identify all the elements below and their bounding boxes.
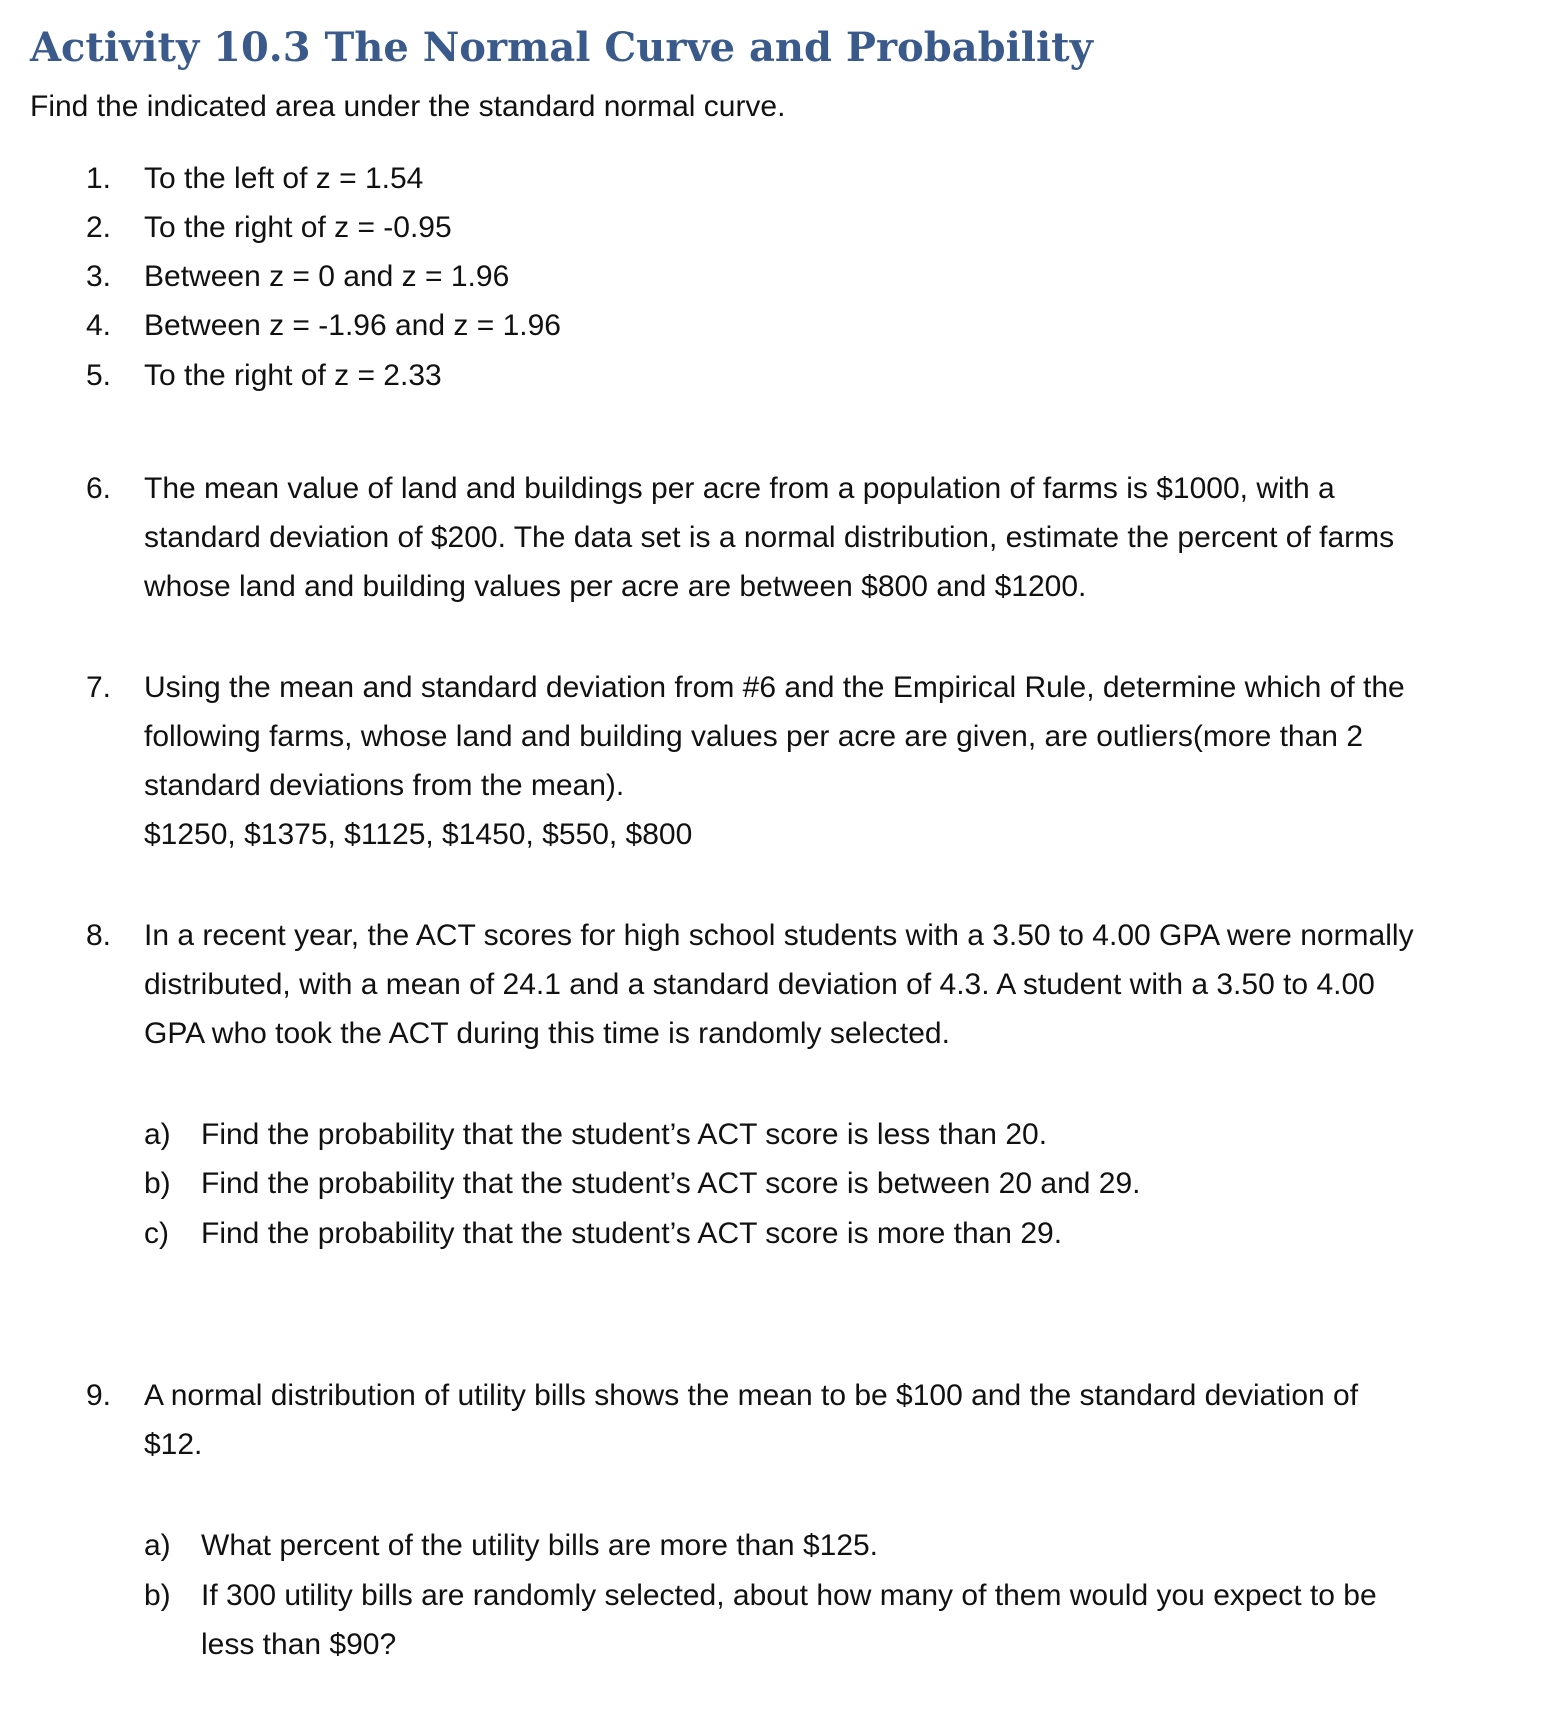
question-1 <box>0 154 1560 203</box>
text-line: If 300 utility bills are randomly selected, about how many of them would you expect to be <box>201 1579 1377 1612</box>
question-number: 1. <box>86 162 112 195</box>
question-9 <box>0 1371 1560 1471</box>
text-line: In a recent year, the ACT scores for high school students with a 3.50 to 4.00 GPA were normally <box>144 919 1414 952</box>
text-line: A normal distribution of utility bills shows the mean to be $100 and the standard deviation of <box>144 1379 1359 1412</box>
question-6 <box>0 464 1560 614</box>
text-line: The mean value of land and buildings per acre from a population of farms is $1000, with a <box>144 472 1335 505</box>
part-text: Find the probability that the student’s ACT score is less than 20. <box>201 1118 1048 1151</box>
question-text <box>144 1371 1544 1469</box>
text-line: less than $90? <box>201 1628 397 1661</box>
question-number: 2. <box>86 211 112 244</box>
part-text: Find the probability that the student’s ACT score is between 20 and 29. <box>201 1167 1141 1200</box>
text-line: whose land and building values per acre are between $800 and $1200. <box>144 570 1087 603</box>
question-9-part-a <box>0 1521 1560 1570</box>
question-number: 4. <box>86 309 112 342</box>
part-text: Find the probability that the student’s ACT score is more than 29. <box>201 1217 1063 1250</box>
part-letter: b) <box>144 1579 171 1612</box>
text-line: standard deviations from the mean). <box>144 769 625 802</box>
text-line: GPA who took the ACT during this time is randomly selected. <box>144 1017 950 1050</box>
question-8-part-c <box>0 1209 1560 1258</box>
question-text <box>144 464 1544 611</box>
instructions: Find the indicated area under the standard normal curve. <box>30 90 786 123</box>
part-text <box>201 1521 1541 1570</box>
question-number: 3. <box>86 260 112 293</box>
question-number: 5. <box>86 359 112 392</box>
part-text <box>201 1571 1541 1669</box>
text-line: following farms, whose land and building values per acre are given, are outliers(more than 2 <box>144 720 1363 753</box>
question-7 <box>0 663 1560 863</box>
question-number: 7. <box>86 671 112 704</box>
text-line: distributed, with a mean of 24.1 and a standard deviation of 4.3. A student with a 3.50 to 4.00 <box>144 968 1375 1001</box>
question-text <box>144 911 1544 1058</box>
question-text: To the right of z = 2.33 <box>144 359 442 392</box>
question-9-part-b <box>0 1571 1560 1671</box>
question-8-part-a <box>0 1110 1560 1159</box>
question-5 <box>0 351 1560 400</box>
question-text: To the right of z = -0.95 <box>144 211 452 244</box>
question-8 <box>0 911 1560 1061</box>
question-text: Between z = 0 and z = 1.96 <box>144 260 510 293</box>
page-title: Activity 10.3 The Normal Curve and Probability <box>30 24 1093 71</box>
part-letter: a) <box>144 1118 171 1151</box>
question-text: To the left of z = 1.54 <box>144 162 424 195</box>
question-number: 9. <box>86 1379 112 1412</box>
question-8-part-b <box>0 1159 1560 1208</box>
question-text <box>144 663 1544 859</box>
text-line: standard deviation of $200. The data set is a normal distribution, estimate the percent of farms <box>144 521 1395 554</box>
question-2 <box>0 203 1560 252</box>
question-number: 6. <box>86 472 112 505</box>
text-line: What percent of the utility bills are more than $125. <box>201 1529 879 1562</box>
question-4 <box>0 301 1560 350</box>
question-text: Between z = -1.96 and z = 1.96 <box>144 309 561 342</box>
text-line: Using the mean and standard deviation from #6 and the Empirical Rule, determine which of the <box>144 671 1405 704</box>
question-3 <box>0 252 1560 301</box>
question-number: 8. <box>86 919 112 952</box>
part-letter: b) <box>144 1167 171 1200</box>
text-line: $12. <box>144 1428 203 1461</box>
part-letter: c) <box>144 1217 169 1250</box>
part-letter: a) <box>144 1529 171 1562</box>
value-list: $1250, $1375, $1125, $1450, $550, $800 <box>144 818 693 851</box>
